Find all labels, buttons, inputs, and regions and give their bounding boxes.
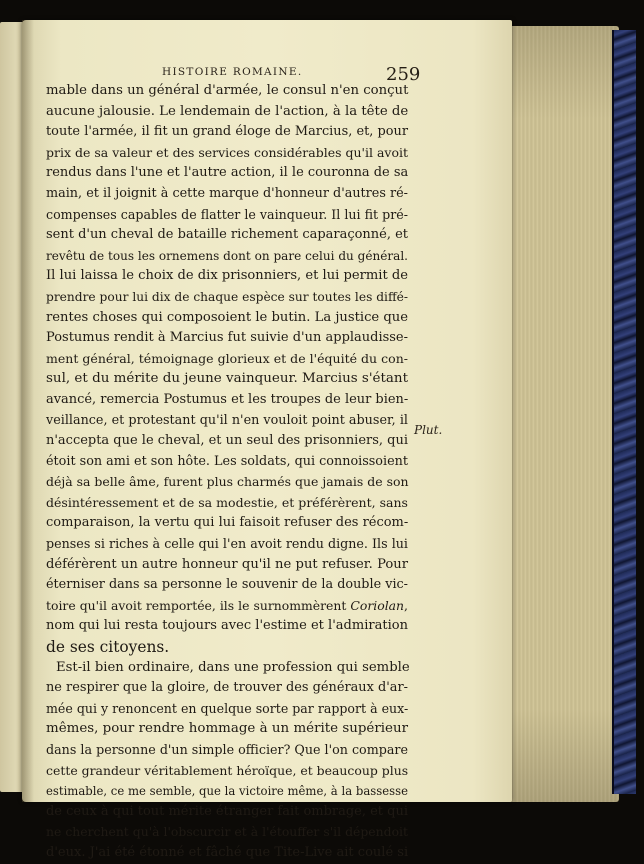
text-line: éterniser dans sa personne le souvenir de la double vic- xyxy=(46,577,408,593)
text-line: mée qui y renoncent en quelque sorte par rapport à eux- xyxy=(46,700,409,716)
page-number: 259 xyxy=(386,64,421,85)
text-line: Il lui laissa le choix de dix prisonniers, et lui permit de xyxy=(46,268,408,284)
text-line: de ses citoyens. xyxy=(46,638,170,657)
text-line: ne cherchent qu'à l'obscurcir et à l'étouffer s'il dépendoit xyxy=(46,824,408,840)
text-line: sent d'un cheval de bataille richement caparaçonné, et xyxy=(46,227,408,243)
text-line: cette grandeur véritablement héroïque, et beaucoup plus xyxy=(46,762,409,778)
text-line: avancé, remercia Postumus et les troupes de leur bien- xyxy=(46,391,409,407)
text-line: aucune jalousie. Le lendemain de l'action, à la tête de xyxy=(46,103,409,119)
gutter-shadow xyxy=(22,20,34,802)
text-line: désintéressement et de sa modestie, et préférèrent, sans xyxy=(46,494,408,510)
text-line: étoit son ami et son hôte. Les soldats, qui connoissoient xyxy=(46,453,408,469)
text-line: penses si riches à celle qui l'en avoit rendu digne. Ils lui xyxy=(46,536,408,552)
text-line: ne respirer que la gloire, de trouver des généraux d'ar- xyxy=(46,680,408,696)
text-line: nom qui lui resta toujours avec l'estime et l'admiration xyxy=(46,618,408,634)
text-line: main, et il joignit à cette marque d'honneur d'autres ré- xyxy=(46,185,408,201)
text-line: déjà sa belle âme, furent plus charmés que jamais de son xyxy=(46,474,409,490)
text-line: mable dans un général d'armée, le consul n'en conçut xyxy=(46,83,409,98)
text-line: prix de sa valeur et des services considérables qu'il avoit xyxy=(46,144,408,160)
text-line: toute l'armée, il fit un grand éloge de Marcius, et, pour xyxy=(46,124,408,140)
margin-note: Plut. xyxy=(414,423,443,437)
text-line: n'accepta que le cheval, et un seul des prisonniers, qui xyxy=(46,433,408,449)
text-line: rendus dans l'une et l'autre action, il le couronna de sa xyxy=(46,165,409,181)
text-line: compenses capables de flatter le vainqueur. Il lui fit pré- xyxy=(46,206,408,222)
text-line: ment général, témoignage glorieux et de l'équité du con- xyxy=(46,350,408,366)
text-line: mêmes, pour rendre hommage à un mérite supérieur xyxy=(46,721,408,737)
text-line: prendre pour lui dix de chaque espèce sur toutes les diffé- xyxy=(46,289,408,304)
running-title: HISTOIRE ROMAINE. xyxy=(162,66,303,78)
text-line: comparaison, la vertu qui lui faisoit refuser des récom- xyxy=(46,515,409,531)
text-line: veillance, et protestant qu'il n'en vouloit point abuser, il xyxy=(46,412,408,428)
page-block-edge xyxy=(505,26,619,802)
text-line: déférèrent un autre honneur qu'il ne put refuser. Pour xyxy=(46,556,408,572)
marbled-cover xyxy=(612,30,636,794)
text-line: d'eux. J'ai été étonné et fâché que Tite-Live ait coulé si xyxy=(46,844,409,860)
text-line: estimable, ce me semble, que la victoire même, à la bassesse xyxy=(46,784,408,799)
text-line: de ceux à qui tout mérite étranger fait ombrage, et qui xyxy=(46,803,408,819)
text-line: Postumus rendit à Marcius fut suivie d'un applaudisse- xyxy=(46,330,408,346)
text-line: rentes choses qui composoient le butin. La justice que xyxy=(46,309,408,325)
body-text xyxy=(46,81,408,864)
text-line: toire qu'il avoit remportée, ils le surnommèrent Coriolan, xyxy=(46,597,408,613)
text-line: Est-il bien ordinaire, dans une profession qui semble xyxy=(56,659,410,675)
text-line: dans la personne d'un simple officier? Que l'on compare xyxy=(46,742,408,757)
text-line: sul, et du mérite du jeune vainqueur. Marcius s'étant xyxy=(46,371,408,387)
emphasis: Coriolan xyxy=(350,597,405,613)
text-line: revêtu de tous les ornemens dont on pare celui du général. xyxy=(46,248,408,263)
